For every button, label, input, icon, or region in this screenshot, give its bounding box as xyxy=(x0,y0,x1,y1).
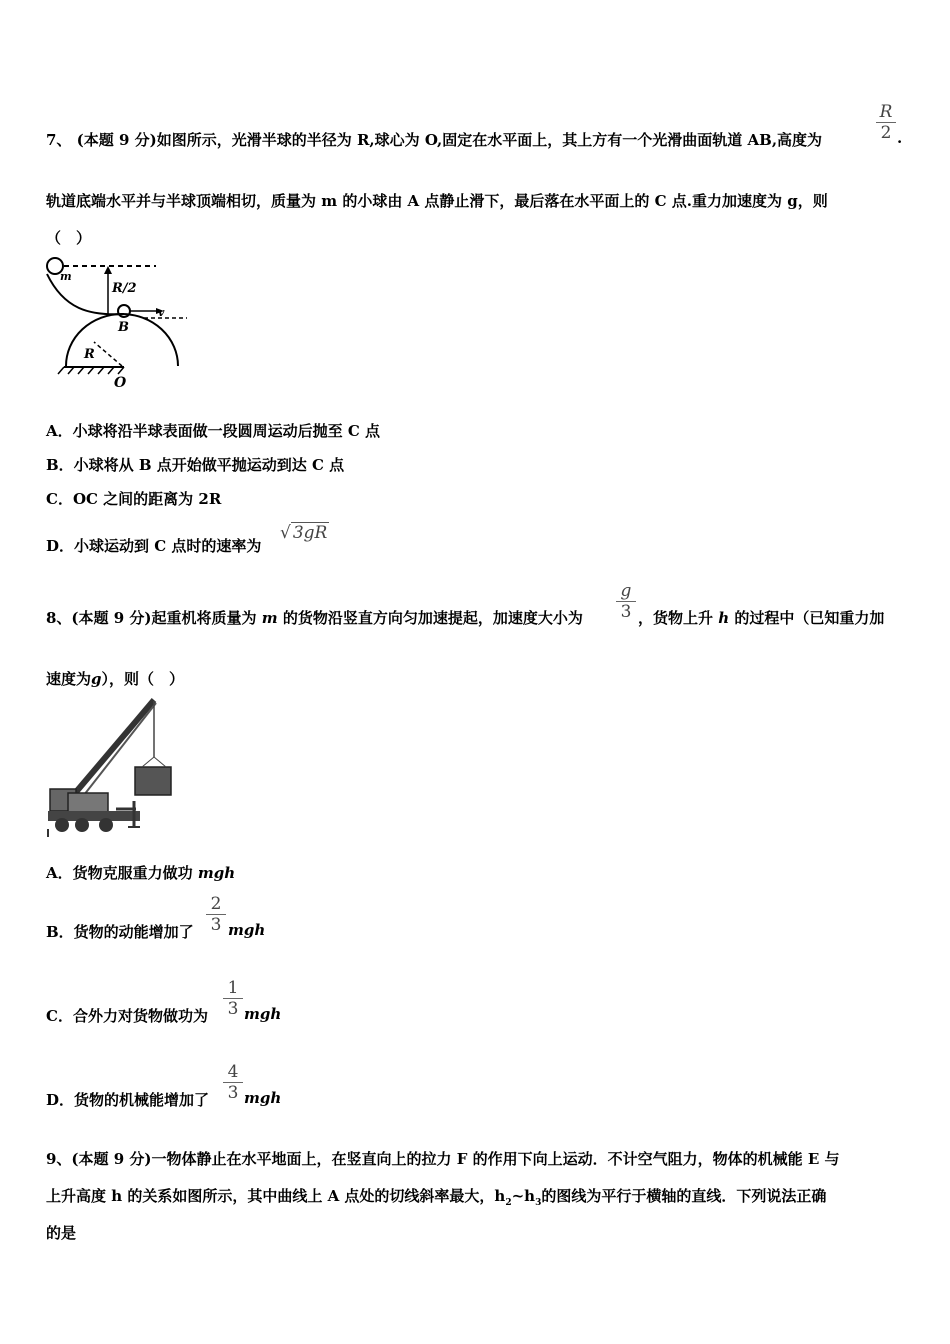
q8-fraction: g 3 xyxy=(616,582,636,621)
q7-option-c: C．OC 之间的距离为 2R xyxy=(46,490,222,508)
q7-fig-label-m: m xyxy=(60,270,72,283)
q7-fig-label-r2: R/2 xyxy=(112,281,137,296)
q7-stem-end: . xyxy=(897,129,903,147)
q8-option-d-fraction: 4 3 xyxy=(223,1063,243,1102)
q7-paren: （ ） xyxy=(46,229,92,247)
q7-stem-line1: 7、 (本题 9 分)如图所示，光滑半球的半径为 R,球心为 O,固定在水平面上，其上方有一个光滑曲面轨道 AB,高度为 xyxy=(46,131,823,149)
q8-option-a: A．货物克服重力做功 mgh xyxy=(46,864,236,882)
q7-stem-line2: 轨道底端水平并与半球顶端相切，质量为 m 的小球由 A 点静止滑下，最后落在水平面上的 C 点.重力加速度为 g，则 xyxy=(46,192,828,210)
q8-option-d-math: mgh xyxy=(244,1089,282,1107)
q8-stem-line2: 速度为g），则（ ） xyxy=(46,670,185,688)
q8-stem-line1-tail: ，货物上升 h 的过程中（已知重力加 xyxy=(638,609,885,627)
q7-option-d: D．小球运动到 C 点时的速率为 xyxy=(46,537,262,555)
q7-option-a: A．小球将沿半球表面做一段圆周运动后抛至 C 点 xyxy=(46,422,381,440)
q8-option-b-math: mgh xyxy=(228,921,266,939)
q7-fig-label-v: v xyxy=(158,306,165,319)
crane-figure xyxy=(46,697,181,839)
q8-option-c-math: mgh xyxy=(244,1005,282,1023)
q7-fig-label-b: B xyxy=(118,320,129,335)
q7-option-b: B．小球将从 B 点开始做平抛运动到达 C 点 xyxy=(46,456,345,474)
q8-stem-line1: 8、(本题 9 分)起重机将质量为 m 的货物沿竖直方向匀加速提起，加速度大小为 xyxy=(46,609,583,627)
q8-option-b-fraction: 2 3 xyxy=(206,895,226,934)
q7-fig-label-o: O xyxy=(114,375,127,390)
q9-stem-line1: 9、(本题 9 分)一物体静止在水平地面上，在竖直向上的拉力 F 的作用下向上运动．不计空气阻力，物体的机械能 E 与 xyxy=(46,1150,840,1168)
q9-stem-line3: 的是 xyxy=(46,1224,77,1242)
q7-fig-label-r: R xyxy=(84,347,95,362)
q7-sqrt: √ 3gR xyxy=(280,523,328,543)
q7-figure xyxy=(44,254,189,390)
q8-option-b: B．货物的动能增加了 xyxy=(46,923,194,941)
q7-fraction: R 2 xyxy=(876,103,896,142)
q9-stem-line2: 上升高度 h 的关系如图所示，其中曲线上 A 点处的切线斜率最大，$h_2\sim h_3$的图线为平行于横轴的直线．下列说法正确 xyxy=(46,1187,827,1208)
q8-option-c: C．合外力对货物做功为 xyxy=(46,1007,208,1025)
q8-option-c-fraction: 1 3 xyxy=(223,979,243,1018)
q8-option-d: D．货物的机械能增加了 xyxy=(46,1091,210,1109)
